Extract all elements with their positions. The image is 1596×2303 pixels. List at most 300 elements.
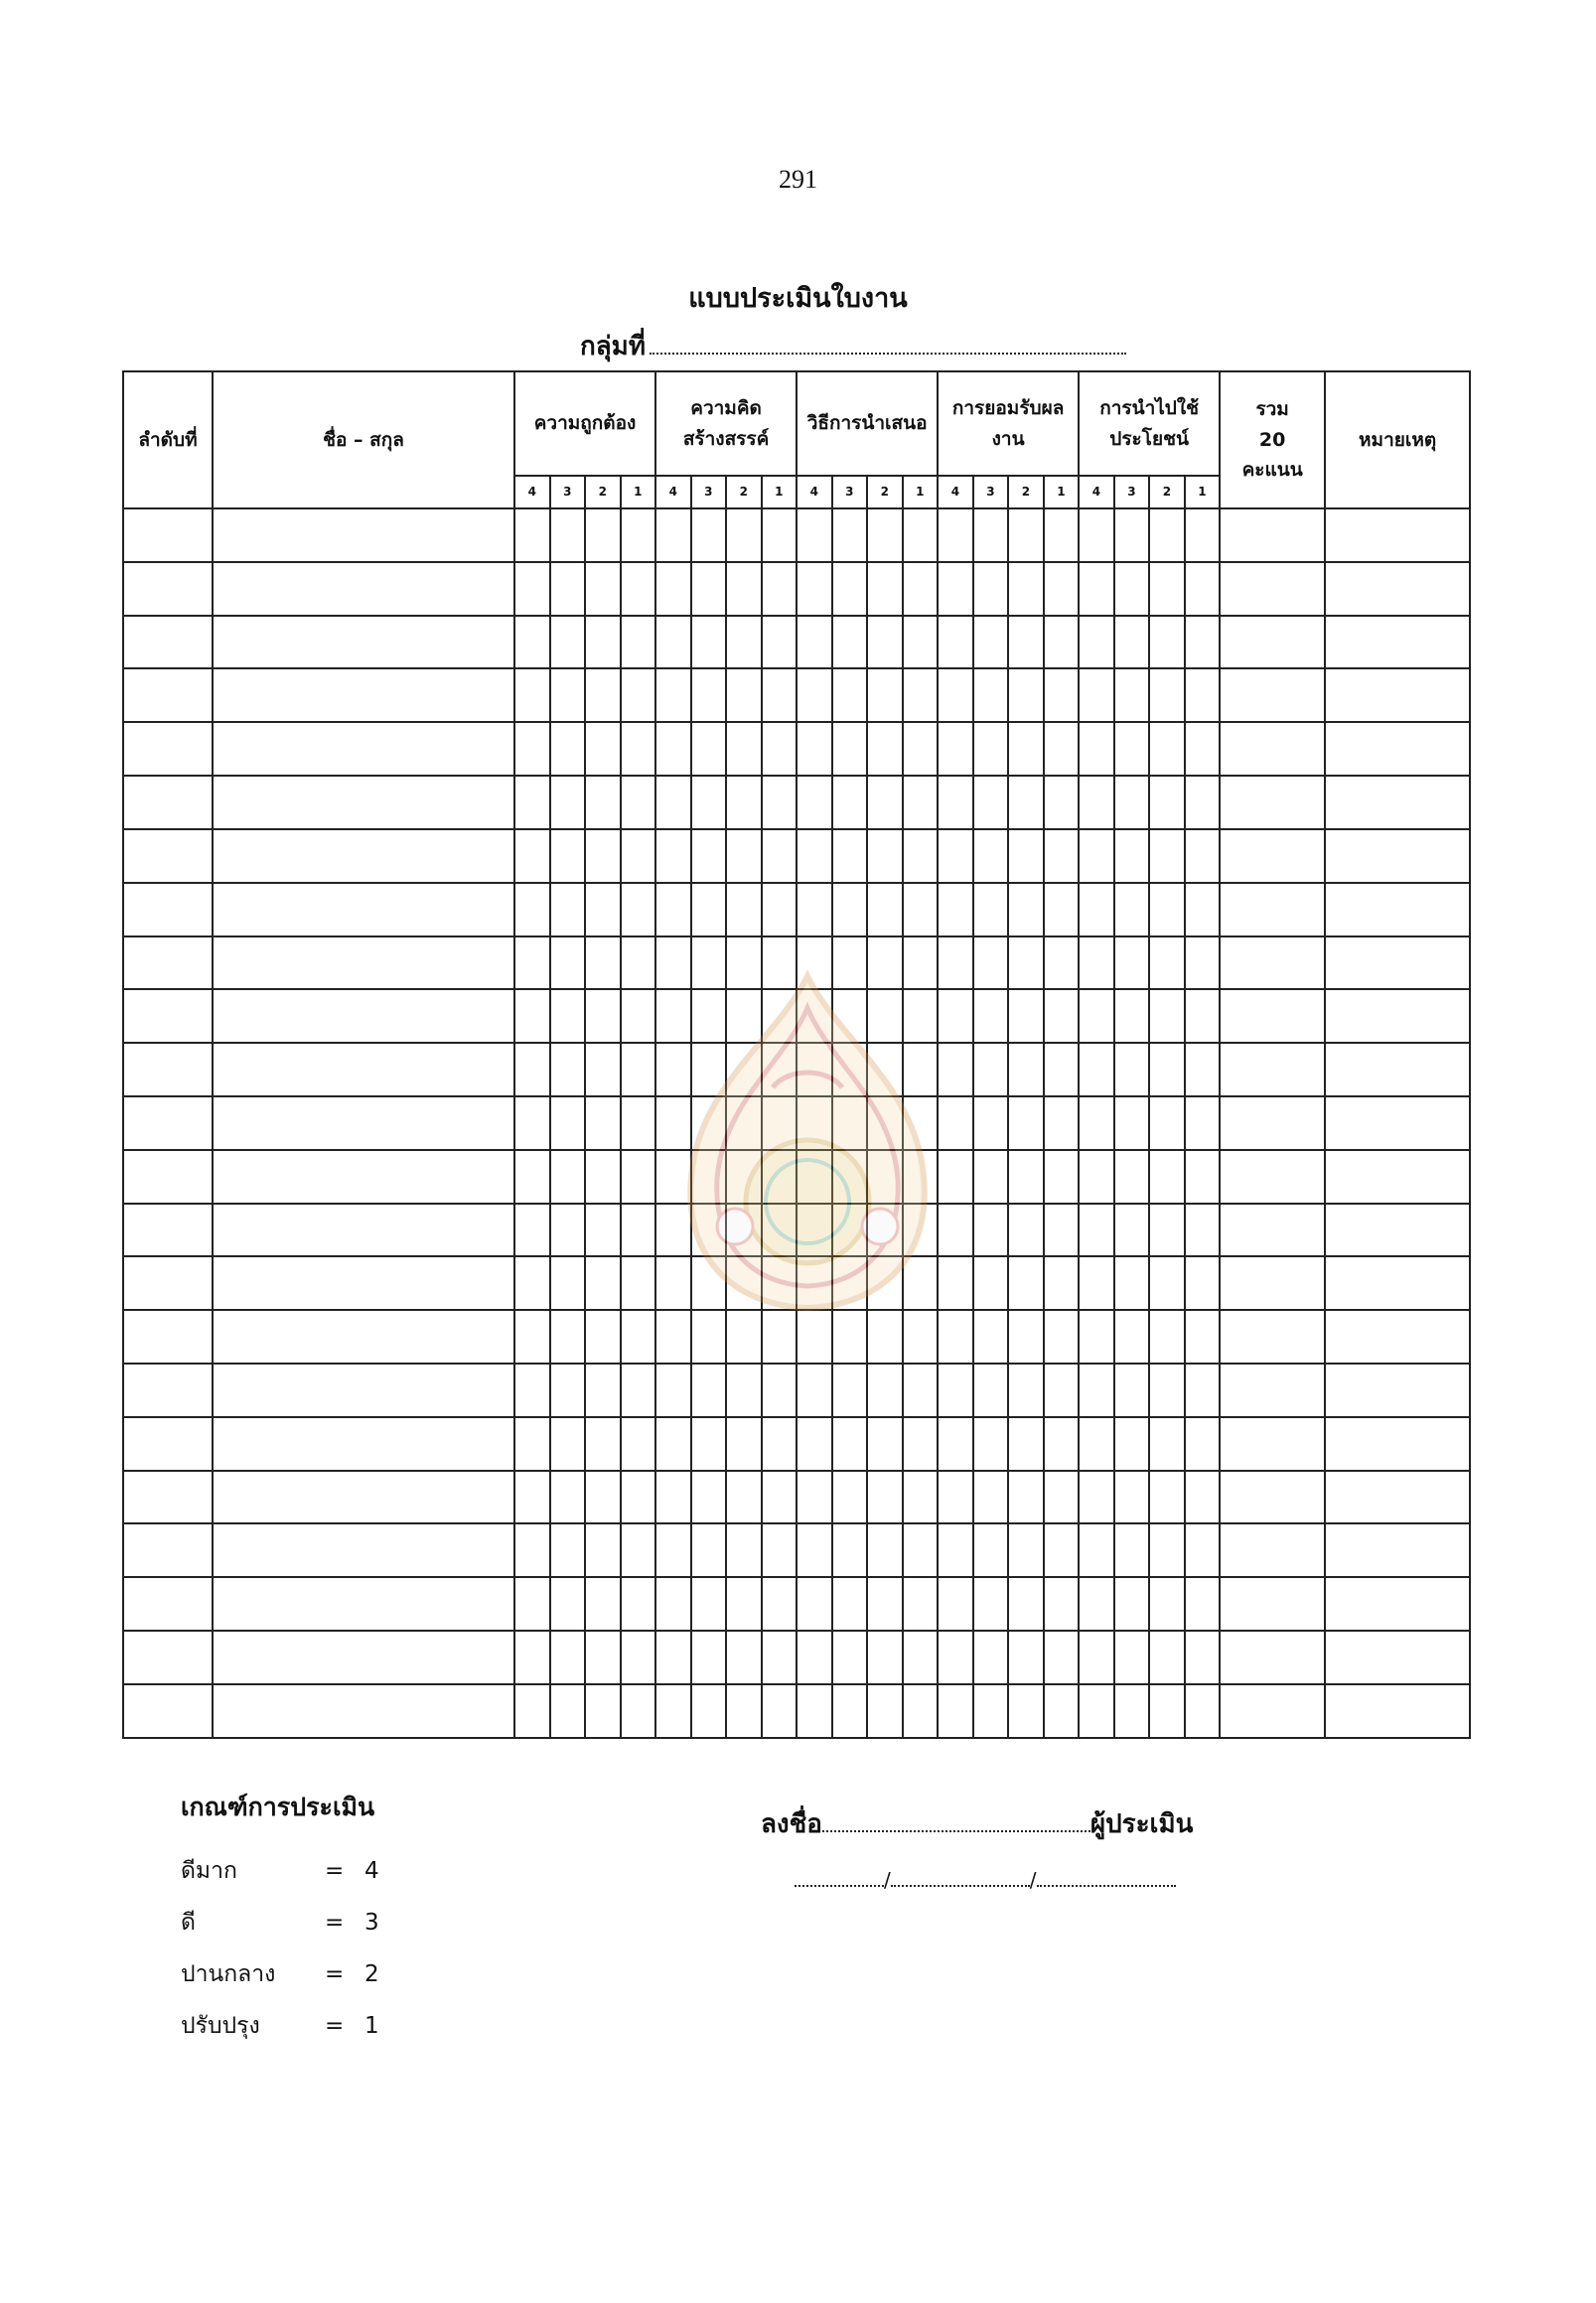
table-cell[interactable] [621, 1204, 656, 1257]
table-cell[interactable] [691, 1096, 727, 1150]
table-cell[interactable] [762, 1096, 798, 1150]
table-cell[interactable] [726, 616, 762, 669]
table-cell[interactable] [1149, 776, 1185, 829]
table-cell[interactable] [123, 1310, 213, 1364]
table-cell[interactable] [903, 1523, 939, 1577]
table-cell[interactable] [1149, 1364, 1185, 1417]
table-cell[interactable] [762, 1417, 798, 1471]
table-cell[interactable] [123, 1096, 213, 1150]
table-cell[interactable] [1220, 1631, 1325, 1684]
table-cell[interactable] [1079, 508, 1114, 562]
table-cell[interactable] [1220, 562, 1325, 616]
table-cell[interactable] [797, 1204, 832, 1257]
table-cell[interactable] [903, 1684, 939, 1738]
table-cell[interactable] [213, 1417, 514, 1471]
table-cell[interactable] [1325, 1471, 1470, 1524]
table-cell[interactable] [1185, 1684, 1221, 1738]
table-cell[interactable] [123, 936, 213, 990]
table-cell[interactable] [691, 1310, 727, 1364]
table-cell[interactable] [621, 1417, 656, 1471]
table-cell[interactable] [213, 1150, 514, 1204]
table-cell[interactable] [550, 829, 586, 883]
table-cell[interactable] [123, 829, 213, 883]
table-cell[interactable] [1185, 1043, 1221, 1096]
table-cell[interactable] [1185, 1310, 1221, 1364]
table-cell[interactable] [1325, 1684, 1470, 1738]
table-cell[interactable] [123, 1364, 213, 1417]
table-cell[interactable] [797, 1256, 832, 1310]
table-cell[interactable] [1220, 1043, 1325, 1096]
table-cell[interactable] [726, 1204, 762, 1257]
table-cell[interactable] [621, 1631, 656, 1684]
table-cell[interactable] [973, 1150, 1009, 1204]
table-cell[interactable] [938, 722, 973, 776]
table-cell[interactable] [867, 562, 903, 616]
table-cell[interactable] [1044, 883, 1080, 936]
table-cell[interactable] [1325, 562, 1470, 616]
table-cell[interactable] [213, 562, 514, 616]
table-cell[interactable] [514, 1310, 550, 1364]
table-cell[interactable] [550, 883, 586, 936]
table-cell[interactable] [867, 883, 903, 936]
table-cell[interactable] [903, 829, 939, 883]
table-cell[interactable] [1149, 1150, 1185, 1204]
table-cell[interactable] [797, 776, 832, 829]
table-cell[interactable] [655, 1364, 691, 1417]
table-cell[interactable] [514, 936, 550, 990]
table-cell[interactable] [973, 616, 1009, 669]
table-cell[interactable] [938, 1043, 973, 1096]
table-cell[interactable] [938, 989, 973, 1043]
table-cell[interactable] [213, 616, 514, 669]
table-cell[interactable] [1079, 989, 1114, 1043]
table-cell[interactable] [550, 668, 586, 722]
table-cell[interactable] [1185, 1523, 1221, 1577]
table-cell[interactable] [1185, 1256, 1221, 1310]
table-cell[interactable] [762, 1631, 798, 1684]
table-cell[interactable] [213, 936, 514, 990]
table-cell[interactable] [621, 1577, 656, 1631]
table-cell[interactable] [514, 616, 550, 669]
table-cell[interactable] [903, 1417, 939, 1471]
table-cell[interactable] [1185, 1364, 1221, 1417]
table-cell[interactable] [1325, 1043, 1470, 1096]
table-cell[interactable] [621, 1523, 656, 1577]
table-cell[interactable] [1008, 668, 1044, 722]
table-cell[interactable] [903, 1577, 939, 1631]
table-cell[interactable] [550, 1150, 586, 1204]
table-cell[interactable] [797, 668, 832, 722]
table-cell[interactable] [1044, 1204, 1080, 1257]
table-cell[interactable] [938, 1631, 973, 1684]
table-cell[interactable] [867, 668, 903, 722]
table-cell[interactable] [938, 1684, 973, 1738]
table-cell[interactable] [726, 1577, 762, 1631]
table-cell[interactable] [655, 668, 691, 722]
table-cell[interactable] [1044, 508, 1080, 562]
table-cell[interactable] [1044, 1150, 1080, 1204]
table-cell[interactable] [726, 1364, 762, 1417]
table-cell[interactable] [762, 1364, 798, 1417]
table-cell[interactable] [938, 616, 973, 669]
table-cell[interactable] [123, 1471, 213, 1524]
table-cell[interactable] [903, 1256, 939, 1310]
table-cell[interactable] [762, 936, 798, 990]
table-cell[interactable] [621, 562, 656, 616]
table-cell[interactable] [655, 1417, 691, 1471]
table-cell[interactable] [797, 989, 832, 1043]
table-cell[interactable] [655, 989, 691, 1043]
table-cell[interactable] [1220, 883, 1325, 936]
table-cell[interactable] [797, 1310, 832, 1364]
table-cell[interactable] [585, 1043, 621, 1096]
table-cell[interactable] [213, 989, 514, 1043]
table-cell[interactable] [1044, 829, 1080, 883]
table-cell[interactable] [903, 1043, 939, 1096]
table-cell[interactable] [1008, 1631, 1044, 1684]
table-cell[interactable] [726, 562, 762, 616]
table-cell[interactable] [655, 1471, 691, 1524]
table-cell[interactable] [1044, 1471, 1080, 1524]
table-cell[interactable] [1325, 1631, 1470, 1684]
table-cell[interactable] [726, 1684, 762, 1738]
table-cell[interactable] [621, 1096, 656, 1150]
table-cell[interactable] [1044, 1310, 1080, 1364]
table-cell[interactable] [1185, 776, 1221, 829]
table-cell[interactable] [1114, 1631, 1150, 1684]
table-cell[interactable] [655, 1256, 691, 1310]
table-cell[interactable] [903, 1310, 939, 1364]
table-cell[interactable] [762, 1256, 798, 1310]
table-cell[interactable] [585, 989, 621, 1043]
table-cell[interactable] [1114, 1577, 1150, 1631]
table-cell[interactable] [1008, 1417, 1044, 1471]
table-cell[interactable] [123, 562, 213, 616]
table-cell[interactable] [797, 883, 832, 936]
table-cell[interactable] [797, 1684, 832, 1738]
table-cell[interactable] [1114, 722, 1150, 776]
table-cell[interactable] [1185, 829, 1221, 883]
table-cell[interactable] [762, 616, 798, 669]
table-cell[interactable] [832, 1043, 868, 1096]
table-cell[interactable] [1220, 1684, 1325, 1738]
table-cell[interactable] [550, 776, 586, 829]
table-cell[interactable] [726, 989, 762, 1043]
table-cell[interactable] [1079, 883, 1114, 936]
table-cell[interactable] [621, 1471, 656, 1524]
table-cell[interactable] [797, 1577, 832, 1631]
table-cell[interactable] [973, 883, 1009, 936]
table-cell[interactable] [903, 1364, 939, 1417]
table-cell[interactable] [726, 1631, 762, 1684]
table-cell[interactable] [1325, 722, 1470, 776]
table-cell[interactable] [973, 1043, 1009, 1096]
table-cell[interactable] [1185, 1204, 1221, 1257]
table-cell[interactable] [1185, 883, 1221, 936]
table-cell[interactable] [1044, 989, 1080, 1043]
table-cell[interactable] [797, 508, 832, 562]
table-cell[interactable] [938, 1417, 973, 1471]
table-cell[interactable] [973, 562, 1009, 616]
table-cell[interactable] [1325, 1150, 1470, 1204]
table-cell[interactable] [1008, 883, 1044, 936]
table-cell[interactable] [1008, 1150, 1044, 1204]
table-cell[interactable] [621, 1043, 656, 1096]
table-cell[interactable] [762, 1150, 798, 1204]
table-cell[interactable] [514, 508, 550, 562]
table-cell[interactable] [762, 1204, 798, 1257]
table-cell[interactable] [1185, 562, 1221, 616]
table-cell[interactable] [1185, 1150, 1221, 1204]
table-cell[interactable] [1114, 668, 1150, 722]
table-cell[interactable] [832, 1150, 868, 1204]
table-cell[interactable] [213, 1043, 514, 1096]
table-cell[interactable] [1185, 668, 1221, 722]
table-cell[interactable] [867, 1310, 903, 1364]
table-cell[interactable] [1149, 1096, 1185, 1150]
table-cell[interactable] [691, 776, 727, 829]
table-cell[interactable] [655, 936, 691, 990]
table-cell[interactable] [123, 1631, 213, 1684]
table-cell[interactable] [621, 1364, 656, 1417]
table-cell[interactable] [691, 1043, 727, 1096]
table-cell[interactable] [621, 616, 656, 669]
table-cell[interactable] [123, 508, 213, 562]
table-cell[interactable] [514, 883, 550, 936]
table-cell[interactable] [655, 1577, 691, 1631]
table-cell[interactable] [762, 722, 798, 776]
table-cell[interactable] [691, 1150, 727, 1204]
table-cell[interactable] [1325, 1204, 1470, 1257]
table-cell[interactable] [938, 1364, 973, 1417]
table-cell[interactable] [903, 776, 939, 829]
table-cell[interactable] [585, 616, 621, 669]
table-cell[interactable] [903, 508, 939, 562]
table-cell[interactable] [1079, 1310, 1114, 1364]
table-cell[interactable] [550, 1577, 586, 1631]
table-cell[interactable] [585, 1631, 621, 1684]
table-cell[interactable] [726, 936, 762, 990]
table-cell[interactable] [1220, 1096, 1325, 1150]
table-cell[interactable] [1149, 1577, 1185, 1631]
table-cell[interactable] [832, 722, 868, 776]
table-cell[interactable] [867, 1204, 903, 1257]
table-cell[interactable] [213, 1577, 514, 1631]
table-cell[interactable] [655, 616, 691, 669]
table-cell[interactable] [832, 989, 868, 1043]
table-cell[interactable] [691, 1417, 727, 1471]
table-cell[interactable] [1114, 1043, 1150, 1096]
table-cell[interactable] [655, 562, 691, 616]
table-cell[interactable] [903, 722, 939, 776]
table-cell[interactable] [514, 1256, 550, 1310]
table-cell[interactable] [621, 1684, 656, 1738]
table-cell[interactable] [1220, 1577, 1325, 1631]
table-cell[interactable] [213, 1096, 514, 1150]
table-cell[interactable] [1325, 883, 1470, 936]
table-cell[interactable] [762, 1577, 798, 1631]
table-cell[interactable] [867, 1631, 903, 1684]
table-cell[interactable] [832, 1577, 868, 1631]
table-cell[interactable] [1079, 1523, 1114, 1577]
table-cell[interactable] [514, 668, 550, 722]
table-cell[interactable] [1220, 1204, 1325, 1257]
table-cell[interactable] [691, 1684, 727, 1738]
table-cell[interactable] [762, 668, 798, 722]
table-cell[interactable] [1008, 616, 1044, 669]
table-cell[interactable] [1079, 1096, 1114, 1150]
table-cell[interactable] [1114, 1096, 1150, 1150]
table-cell[interactable] [832, 1256, 868, 1310]
table-cell[interactable] [585, 1310, 621, 1364]
table-cell[interactable] [1008, 829, 1044, 883]
table-cell[interactable] [123, 776, 213, 829]
table-cell[interactable] [1079, 616, 1114, 669]
table-cell[interactable] [213, 1364, 514, 1417]
table-cell[interactable] [1079, 936, 1114, 990]
table-cell[interactable] [655, 829, 691, 883]
table-cell[interactable] [123, 1684, 213, 1738]
table-cell[interactable] [1220, 1523, 1325, 1577]
table-cell[interactable] [585, 776, 621, 829]
table-cell[interactable] [832, 508, 868, 562]
table-cell[interactable] [1079, 1204, 1114, 1257]
table-cell[interactable] [621, 668, 656, 722]
table-cell[interactable] [213, 776, 514, 829]
table-cell[interactable] [1079, 1150, 1114, 1204]
table-cell[interactable] [550, 1096, 586, 1150]
table-cell[interactable] [691, 1256, 727, 1310]
table-cell[interactable] [973, 1310, 1009, 1364]
table-cell[interactable] [1149, 722, 1185, 776]
table-cell[interactable] [726, 829, 762, 883]
table-cell[interactable] [123, 668, 213, 722]
table-cell[interactable] [1079, 1577, 1114, 1631]
table-cell[interactable] [550, 722, 586, 776]
table-cell[interactable] [514, 1577, 550, 1631]
table-cell[interactable] [655, 883, 691, 936]
table-cell[interactable] [1325, 829, 1470, 883]
table-cell[interactable] [762, 776, 798, 829]
table-cell[interactable] [762, 562, 798, 616]
table-cell[interactable] [1149, 989, 1185, 1043]
table-cell[interactable] [1008, 1364, 1044, 1417]
table-cell[interactable] [726, 668, 762, 722]
table-cell[interactable] [1114, 776, 1150, 829]
table-cell[interactable] [1008, 1310, 1044, 1364]
table-cell[interactable] [938, 508, 973, 562]
table-cell[interactable] [1325, 1310, 1470, 1364]
table-cell[interactable] [1149, 829, 1185, 883]
table-cell[interactable] [726, 776, 762, 829]
table-cell[interactable] [123, 722, 213, 776]
table-cell[interactable] [550, 616, 586, 669]
table-cell[interactable] [1149, 668, 1185, 722]
table-cell[interactable] [123, 883, 213, 936]
table-cell[interactable] [123, 989, 213, 1043]
table-cell[interactable] [973, 776, 1009, 829]
table-cell[interactable] [867, 1523, 903, 1577]
table-cell[interactable] [213, 1523, 514, 1577]
table-cell[interactable] [585, 1417, 621, 1471]
table-cell[interactable] [973, 829, 1009, 883]
table-cell[interactable] [938, 668, 973, 722]
table-cell[interactable] [655, 1684, 691, 1738]
table-cell[interactable] [514, 989, 550, 1043]
table-cell[interactable] [550, 936, 586, 990]
table-cell[interactable] [585, 562, 621, 616]
signature-field[interactable] [761, 1803, 1193, 1844]
table-cell[interactable] [691, 1523, 727, 1577]
group-field[interactable] [580, 326, 1126, 366]
table-cell[interactable] [1149, 883, 1185, 936]
table-cell[interactable] [1008, 1523, 1044, 1577]
table-cell[interactable] [691, 829, 727, 883]
table-cell[interactable] [213, 829, 514, 883]
table-cell[interactable] [1185, 989, 1221, 1043]
table-cell[interactable] [655, 722, 691, 776]
table-cell[interactable] [123, 1043, 213, 1096]
table-cell[interactable] [621, 508, 656, 562]
table-cell[interactable] [938, 1204, 973, 1257]
table-cell[interactable] [1220, 616, 1325, 669]
table-cell[interactable] [1185, 1096, 1221, 1150]
table-cell[interactable] [1220, 1364, 1325, 1417]
table-cell[interactable] [726, 1150, 762, 1204]
table-cell[interactable] [550, 1204, 586, 1257]
table-cell[interactable] [1079, 776, 1114, 829]
table-cell[interactable] [762, 883, 798, 936]
table-cell[interactable] [1114, 1310, 1150, 1364]
table-cell[interactable] [550, 1684, 586, 1738]
table-cell[interactable] [903, 1631, 939, 1684]
table-cell[interactable] [621, 989, 656, 1043]
table-cell[interactable] [1185, 616, 1221, 669]
table-cell[interactable] [655, 1150, 691, 1204]
table-cell[interactable] [1220, 1256, 1325, 1310]
table-cell[interactable] [1149, 936, 1185, 990]
table-cell[interactable] [585, 1204, 621, 1257]
table-cell[interactable] [797, 1631, 832, 1684]
table-cell[interactable] [691, 1364, 727, 1417]
table-cell[interactable] [691, 1471, 727, 1524]
table-cell[interactable] [123, 1204, 213, 1257]
table-cell[interactable] [1149, 1043, 1185, 1096]
table-cell[interactable] [1325, 989, 1470, 1043]
table-cell[interactable] [123, 1523, 213, 1577]
table-cell[interactable] [1325, 1577, 1470, 1631]
table-cell[interactable] [621, 883, 656, 936]
table-cell[interactable] [123, 1150, 213, 1204]
table-cell[interactable] [123, 1577, 213, 1631]
table-cell[interactable] [973, 1256, 1009, 1310]
table-cell[interactable] [938, 883, 973, 936]
table-cell[interactable] [1044, 1684, 1080, 1738]
table-cell[interactable] [1114, 1417, 1150, 1471]
table-cell[interactable] [938, 1577, 973, 1631]
table-cell[interactable] [655, 1043, 691, 1096]
table-cell[interactable] [1008, 722, 1044, 776]
table-cell[interactable] [1325, 508, 1470, 562]
table-cell[interactable] [867, 936, 903, 990]
table-cell[interactable] [1220, 722, 1325, 776]
table-cell[interactable] [1008, 776, 1044, 829]
table-cell[interactable] [1044, 562, 1080, 616]
table-cell[interactable] [1114, 1523, 1150, 1577]
table-cell[interactable] [1008, 1577, 1044, 1631]
table-cell[interactable] [903, 616, 939, 669]
table-cell[interactable] [867, 722, 903, 776]
